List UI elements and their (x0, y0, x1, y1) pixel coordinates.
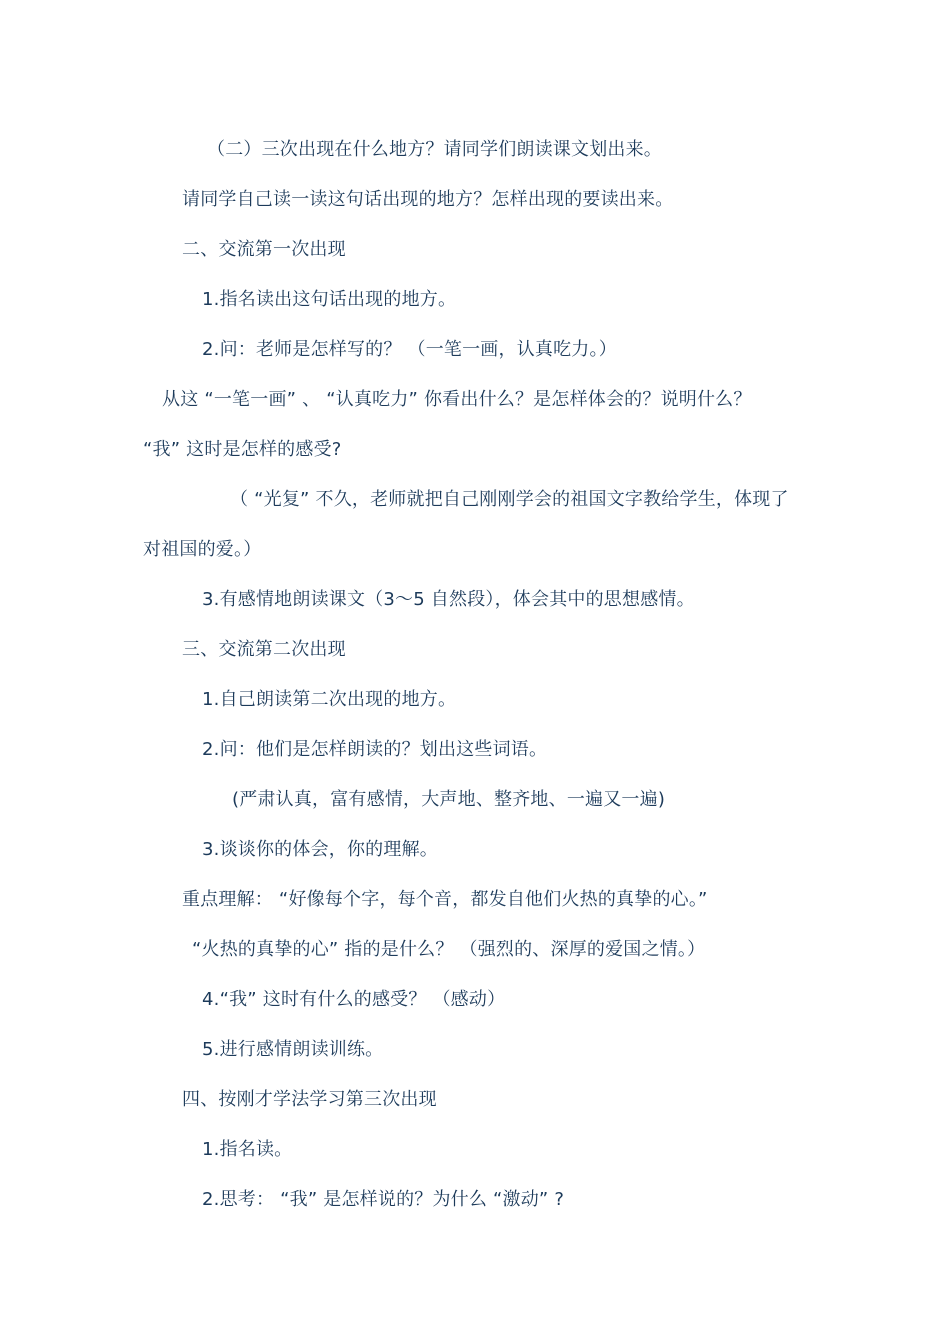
text-line: 1.指名读。 (202, 1139, 293, 1160)
text-line: 从这 “一笔一画” 、 “认真吃力” 你看出什么？是怎样体会的？说明什么？ (162, 389, 752, 410)
text-line: 5.进行感情朗读训练。 (202, 1039, 384, 1060)
text-line: 3.有感情地朗读课文（3～5 自然段），体会其中的思想感情。 (202, 589, 695, 610)
section-heading: 二、交流第一次出现 (182, 239, 346, 260)
text-line: 1.指名读出这句话出现的地方。 (202, 289, 457, 310)
text-line: 2.问：老师是怎样写的？ （一笔一画，认真吃力。） (202, 339, 617, 360)
text-line: 2.问：他们是怎样朗读的？划出这些词语。 (202, 739, 548, 760)
text-line: 4.“我” 这时有什么的感受？ （感动） (202, 989, 506, 1010)
text-line: 请同学自己读一读这句话出现的地方？怎样出现的要读出来。 (182, 189, 674, 210)
text-line: 对祖国的爱。） (143, 539, 262, 560)
text-line: “火热的真挚的心” 指的是什么？ （强烈的、深厚的爱国之情。） (192, 939, 706, 960)
text-line: 1.自己朗读第二次出现的地方。 (202, 689, 457, 710)
text-line: （二）三次出现在什么地方？请同学们朗读课文划出来。 (207, 139, 662, 160)
text-line: 重点理解： “好像每个字，每个音，都发自他们火热的真挚的心。” (182, 889, 708, 910)
text-line: (严肃认真，富有感情，大声地、整齐地、一遍又一遍) (232, 789, 666, 810)
text-line: （ “光复” 不久，老师就把自己刚刚学会的祖国文字教给学生，体现了 (230, 489, 789, 510)
section-heading: 四、按刚才学法学习第三次出现 (182, 1089, 437, 1110)
text-line: “我” 这时是怎样的感受? (143, 439, 342, 460)
section-heading: 三、交流第二次出现 (182, 639, 346, 660)
text-line: 2.思考： “我” 是怎样说的？为什么 “激动” ? (202, 1189, 565, 1210)
text-line: 3.谈谈你的体会，你的理解。 (202, 839, 438, 860)
